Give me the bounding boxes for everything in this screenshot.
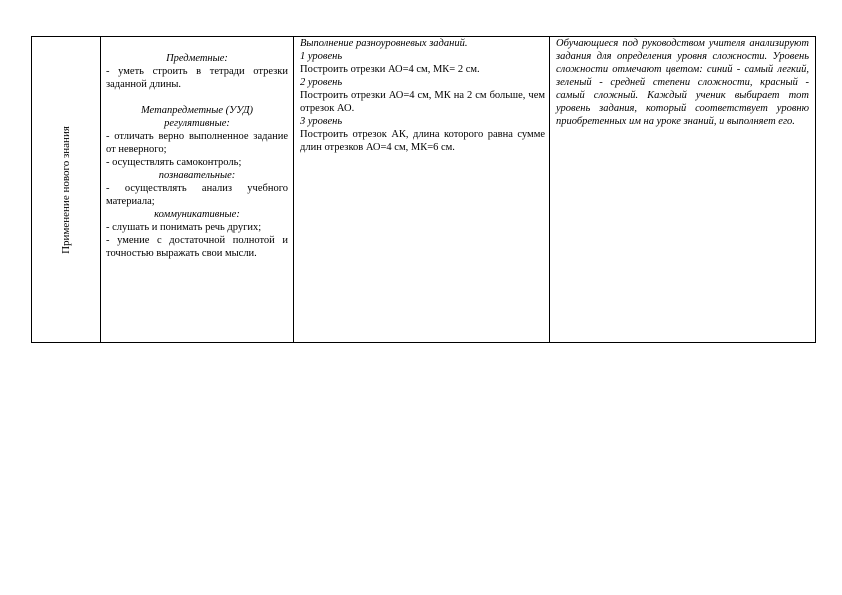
teacher-content xyxy=(294,37,549,154)
lesson-plan-table xyxy=(31,36,816,343)
level3-heading: 3 уровень xyxy=(300,116,343,127)
cognitive-heading: познавательные: xyxy=(158,170,236,181)
level3-text: Построить отрезок АК, длина которого равна сумме длин отрезков АО=4 см, МК=6 см. xyxy=(300,129,545,153)
student-activity-text: Обучающиеся под руководством учителя анализируют задания для определения уровня сложности. Уровень сложности отмечают цветом: синий - самый легкий, зеленый - средней степени сложности, красный - самый сложный. Каждый ученик выбирает тот уровень задания, который соответствует уровню приобретенных им на уроке знаний, и выполняет его. xyxy=(556,38,809,127)
communicative-item: - слушать и понимать речь других; xyxy=(106,222,262,233)
communicative-heading: коммуникативные: xyxy=(154,209,240,220)
spacer xyxy=(106,91,288,104)
teacher-activity-cell xyxy=(294,37,550,343)
level1-text: Построить отрезки АО=4 см, МК= 2 см. xyxy=(300,64,480,75)
subject-item: - уметь строить в тетради отрезки заданной длины. xyxy=(106,66,288,90)
level2-text: Построить отрезки АО=4 см, МК на 2 см больше, чем отрезок АО. xyxy=(300,90,545,114)
results-content xyxy=(101,37,293,260)
regulatory-item: - отличать верно выполненное задание от неверного; xyxy=(106,131,288,155)
stage-label: Применение нового знания xyxy=(60,125,72,254)
regulatory-heading: регулятивные: xyxy=(164,118,230,129)
subject-heading: Предметные: xyxy=(166,53,228,64)
teacher-heading: Выполнение разноуровневых заданий. xyxy=(300,38,468,49)
level2-heading: 2 уровень xyxy=(300,77,343,88)
meta-heading: Метапредметные (УУД) xyxy=(140,105,254,116)
student-activity-cell xyxy=(550,37,816,343)
results-cell xyxy=(101,37,294,343)
communicative-item: - умение с достаточной полнотой и точностью выражать свои мысли. xyxy=(106,235,288,259)
table-row xyxy=(32,37,816,343)
regulatory-item: - осуществлять самоконтроль; xyxy=(106,157,242,168)
cognitive-item: - осуществлять анализ учебного материала; xyxy=(106,183,288,207)
level1-heading: 1 уровень xyxy=(300,51,343,62)
stage-cell xyxy=(32,37,101,343)
